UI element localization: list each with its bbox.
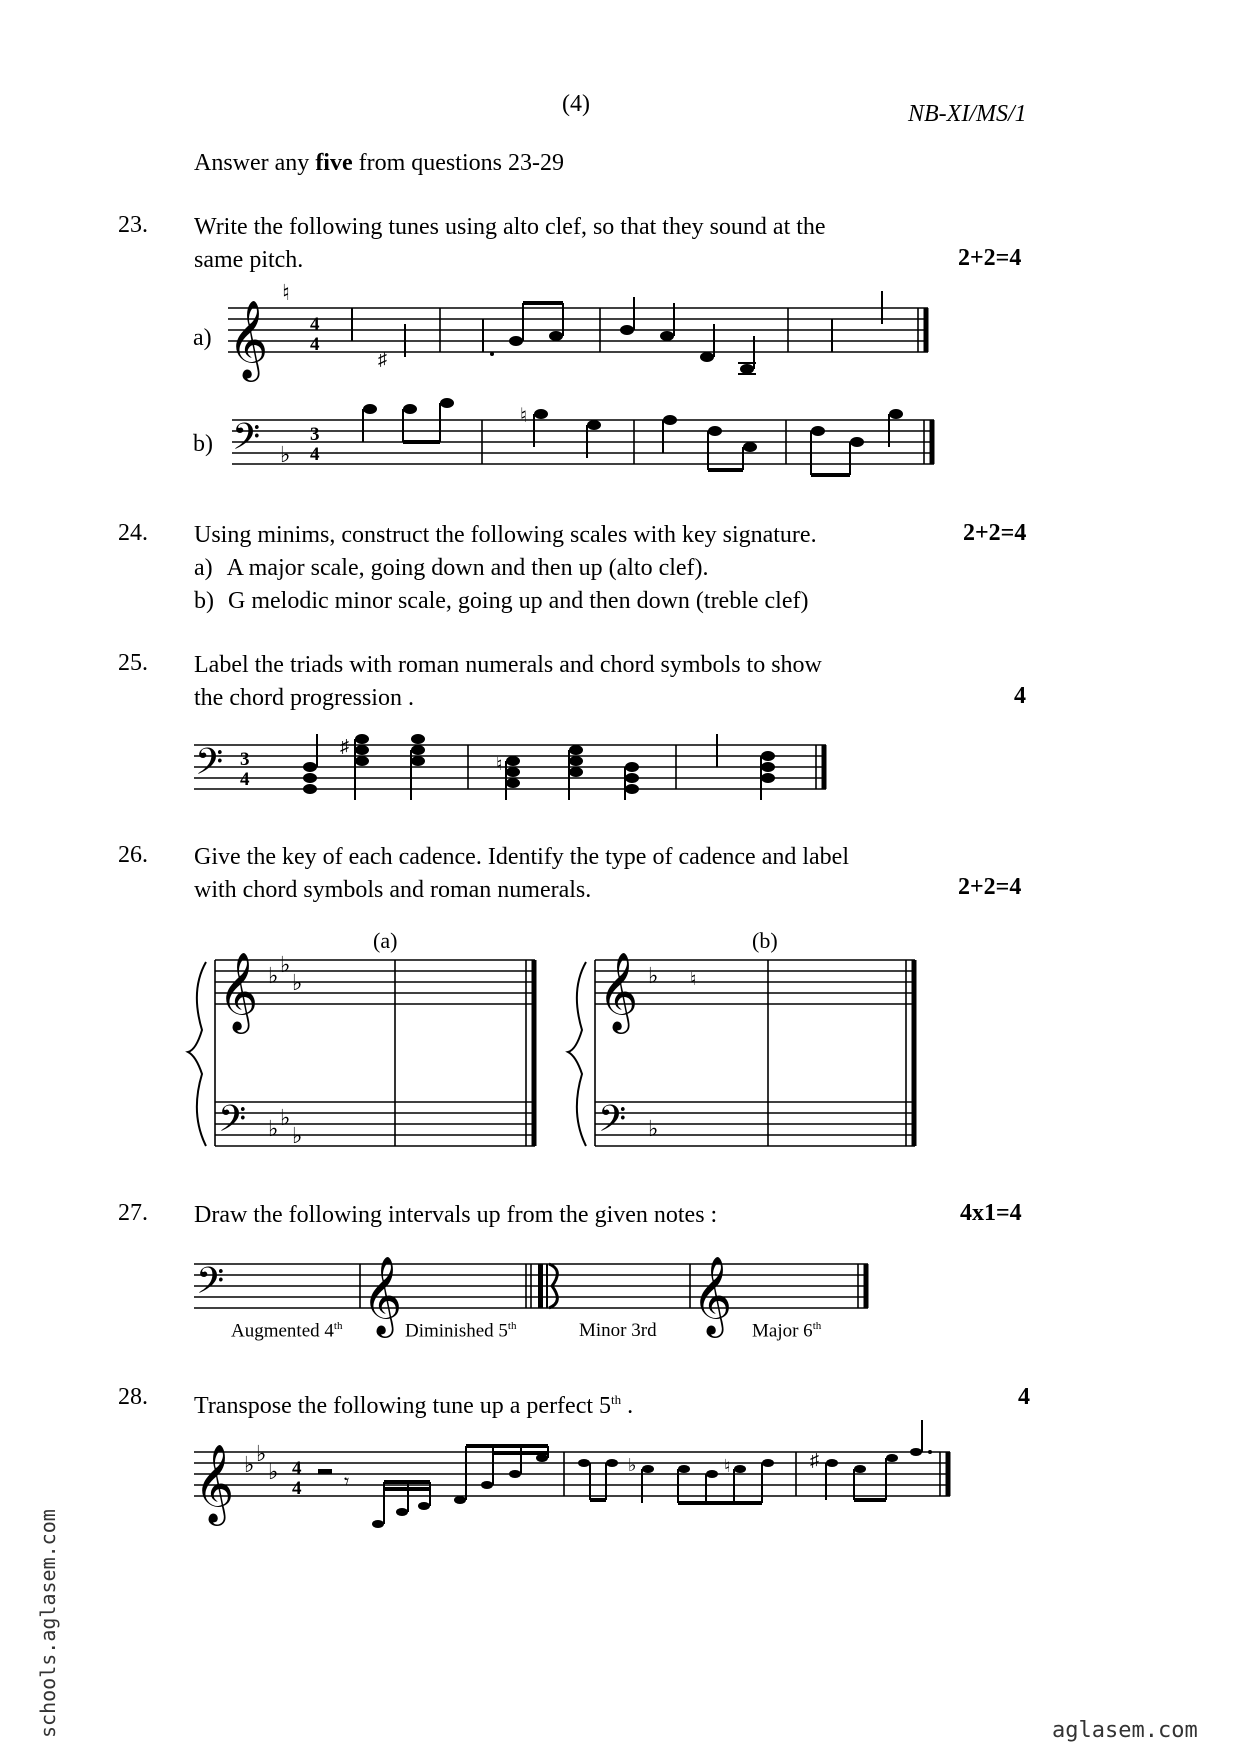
question-number: 28.	[118, 1384, 148, 1410]
question-number: 25.	[118, 650, 148, 676]
svg-text:𝄢: 𝄢	[598, 1098, 627, 1149]
interval-text: Diminished 5	[405, 1320, 508, 1342]
svg-text:4: 4	[240, 769, 250, 790]
question-number: 26.	[118, 842, 148, 868]
svg-text:𝄞: 𝄞	[362, 1256, 403, 1335]
item-label: b)	[194, 588, 214, 614]
svg-text:♯: ♯	[340, 736, 349, 756]
svg-text:4: 4	[310, 334, 320, 355]
svg-text:♮: ♮	[496, 754, 503, 774]
svg-text:𝄞: 𝄞	[218, 952, 259, 1031]
question-line: Write the following tunes using alto clef, so that they sound at the	[194, 214, 826, 240]
question-line: same pitch.	[194, 247, 304, 273]
svg-text:♮: ♮	[282, 280, 290, 305]
question-text: Draw the following intervals up from the given notes :	[194, 1202, 718, 1228]
paper-code: NB-XI/MS/1	[908, 101, 1027, 127]
svg-text:♯: ♯	[378, 349, 387, 369]
question-line: Label the triads with roman numerals and chord symbols to show	[194, 652, 822, 678]
question-line-end: .	[621, 1393, 634, 1419]
part-label-b: b)	[193, 431, 213, 457]
svg-text:𝄾: 𝄾	[344, 1471, 350, 1493]
svg-text:𝄢: 𝄢	[218, 1098, 247, 1149]
svg-text:♯: ♯	[810, 1450, 819, 1470]
interval-text: Major 6	[752, 1320, 813, 1342]
svg-text:𝄞: 𝄞	[692, 1256, 733, 1335]
question-number: 23.	[118, 212, 148, 238]
svg-text:4: 4	[310, 444, 320, 465]
question-line: the chord progression .	[194, 685, 414, 711]
svg-text:𝄢: 𝄢	[195, 741, 224, 792]
item-label: a)	[194, 555, 213, 581]
item-text: A major scale, going down and then up (alto clef).	[226, 555, 709, 581]
svg-text:4: 4	[292, 1478, 302, 1499]
svg-text:♭: ♭	[268, 963, 279, 988]
svg-text:𝄞: 𝄞	[598, 952, 639, 1031]
svg-text:♭: ♭	[268, 1459, 279, 1484]
svg-text:3: 3	[310, 424, 320, 445]
svg-text:𝄢: 𝄢	[196, 1260, 225, 1311]
svg-text:♭: ♭	[280, 442, 291, 467]
svg-text:𝄞: 𝄞	[228, 300, 269, 379]
marks: 2+2=4	[958, 874, 1022, 900]
page-number: (4)	[562, 91, 590, 117]
svg-text:4: 4	[310, 314, 320, 335]
svg-text:3: 3	[240, 749, 250, 770]
ordinal-sup: th	[507, 1320, 517, 1332]
svg-text:♭: ♭	[280, 1105, 291, 1130]
marks: 4x1=4	[960, 1200, 1022, 1226]
svg-text:♭: ♭	[244, 1452, 255, 1477]
interval-text: Augmented 4	[231, 1320, 334, 1342]
instruction-bold: five	[315, 150, 353, 176]
svg-text:𝄞: 𝄞	[194, 1444, 235, 1523]
svg-text:♭: ♭	[628, 1455, 637, 1475]
cadence-label-b: (b)	[752, 928, 778, 953]
svg-text:♭: ♭	[268, 1116, 279, 1141]
svg-text:♭: ♭	[292, 1123, 303, 1148]
svg-text:♭: ♭	[256, 1441, 267, 1466]
marks: 2+2=4	[958, 245, 1022, 271]
marks: 4	[1014, 683, 1026, 709]
ordinal-sup: th	[333, 1320, 343, 1332]
marks: 2+2=4	[963, 520, 1027, 546]
question-line: Transpose the following tune up a perfect 5	[194, 1393, 612, 1419]
cadence-label-a: (a)	[373, 928, 398, 953]
side-watermark: schools.aglasem.com	[36, 1509, 60, 1738]
question-number: 27.	[118, 1200, 148, 1226]
svg-text:♭: ♭	[648, 1116, 659, 1141]
question-text: Using minims, construct the following scales with key signature.	[194, 522, 817, 548]
corner-watermark: aglasem.com	[1052, 1718, 1198, 1743]
marks: 4	[1018, 1384, 1030, 1410]
svg-text:♭: ♭	[280, 952, 291, 977]
instruction-after: from questions 23-29	[352, 150, 564, 176]
instruction-before: Answer any	[194, 150, 316, 176]
svg-text:4: 4	[292, 1458, 302, 1479]
item-text: G melodic minor scale, going up and then down (treble clef)	[228, 588, 809, 614]
part-label-a: a)	[193, 325, 212, 351]
question-line: Give the key of each cadence. Identify the type of cadence and label	[194, 844, 849, 870]
svg-text:♮: ♮	[690, 969, 697, 989]
svg-text:♭: ♭	[292, 970, 303, 995]
question-number: 24.	[118, 520, 148, 546]
svg-text:♮: ♮	[520, 405, 528, 427]
svg-text:♮: ♮	[724, 1456, 731, 1476]
ordinal-sup: th	[611, 1392, 622, 1407]
svg-text:𝄢: 𝄢	[232, 416, 261, 467]
question-line: with chord symbols and roman numerals.	[194, 877, 592, 903]
interval-label: Minor 3rd	[579, 1320, 657, 1341]
svg-text:♭: ♭	[648, 963, 659, 988]
ordinal-sup: th	[812, 1320, 822, 1332]
